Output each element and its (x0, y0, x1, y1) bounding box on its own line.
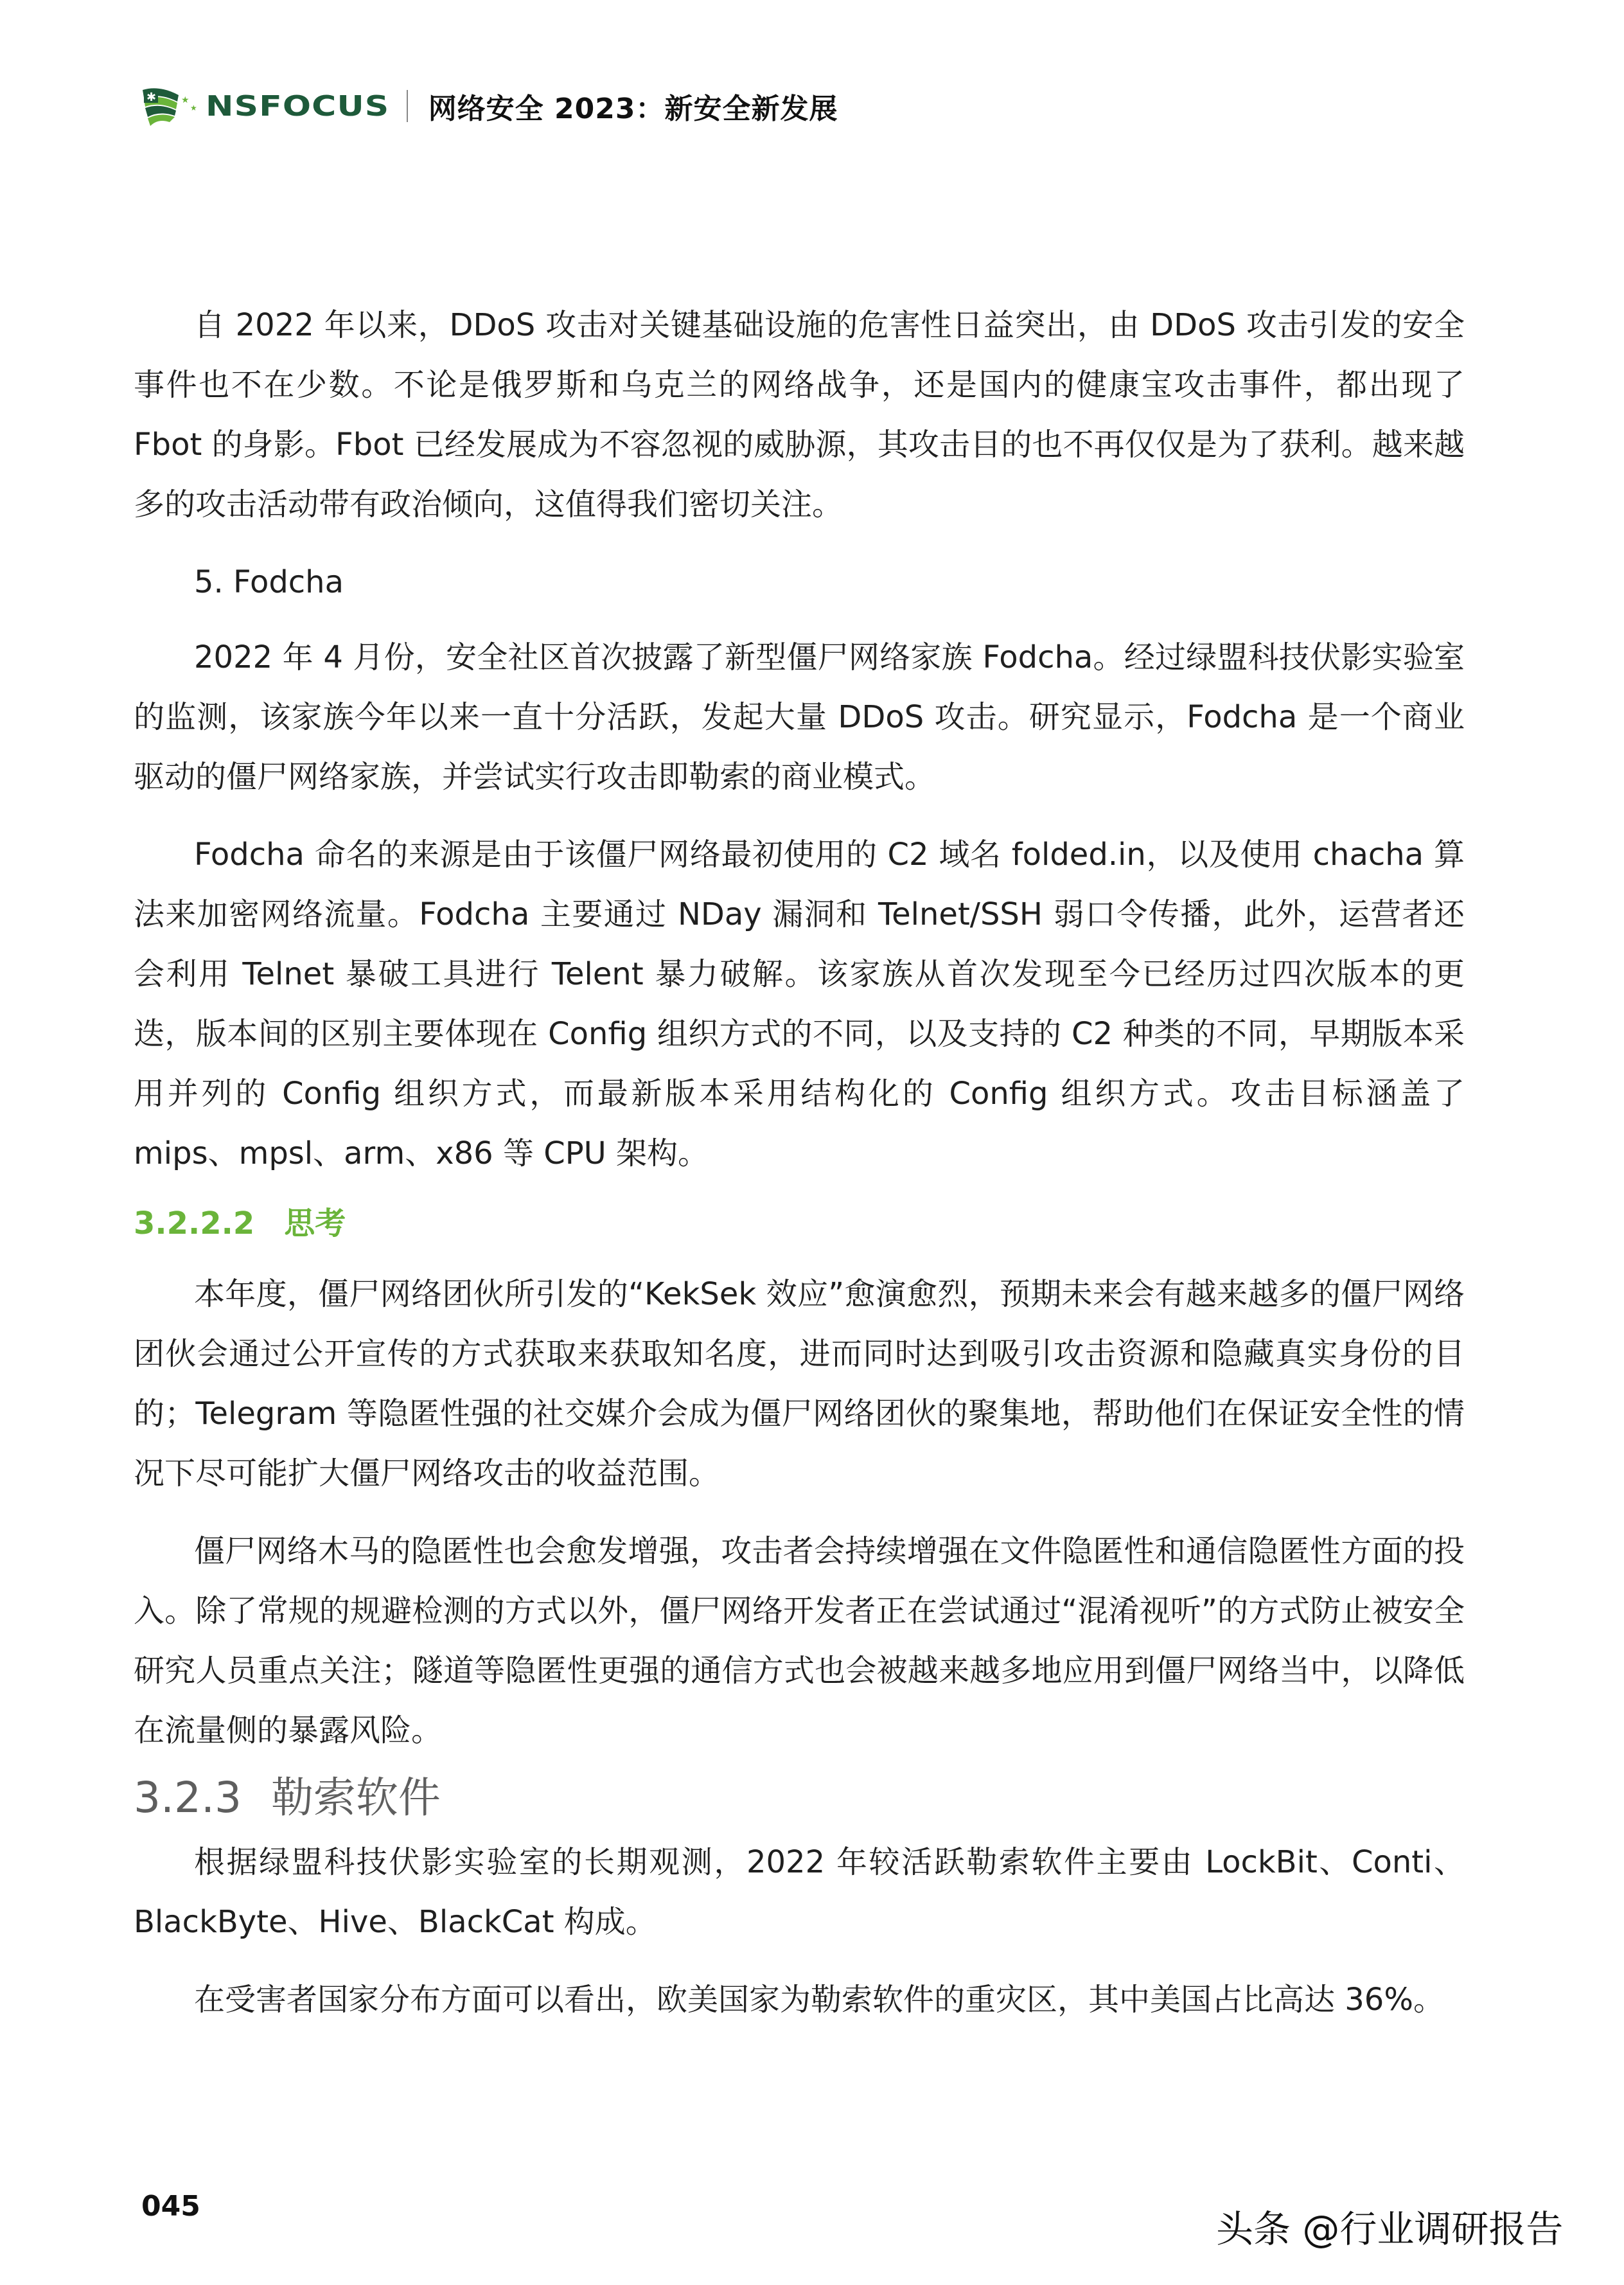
paragraph-fbot-summary: 自 2022 年以来，DDoS 攻击对关键基础设施的危害性日益突出，由 DDoS 攻击引发的安全事件也不在少数。不论是俄罗斯和乌克兰的网络战争，还是国内的健康宝攻击事件，都出现了 Fbot 的身影。Fbot 已经发展成为不容忽视的威胁源，其攻击目的也不再仅仅是为了获利。越来越多的攻击活动带有政治倾向，这值得我们密切关注。 (134, 307, 1465, 522)
paragraph-fodcha-intro: 2022 年 4 月份，安全社区首次披露了新型僵尸网络家族 Fodcha。经过绿盟科技伏影实验室的监测，该家族今年以来一直十分活跃，发起大量 DDoS 攻击。研究显示，Fodcha 是一个商业驱动的僵尸网络家族，并尝试实行攻击即勒索的商业模式。 (134, 639, 1465, 795)
svg-text:★: ★ (181, 95, 190, 105)
paragraph-stealth-trend: 僵尸网络木马的隐匿性也会愈发增强，攻击者会持续增强在文件隐匿性和通信隐匿性方面的投入。除了常规的规避检测的方式以外，僵尸网络开发者正在尝试通过“混淆视听”的方式防止被安全研究人员重点关注；隧道等隐匿性更强的通信方式也会被越来越多地应用到僵尸网络当中，以降低在流量侧的暴露风险。 (134, 1533, 1465, 1748)
paragraph-victim-distribution: 在受害者国家分布方面可以看出，欧美国家为勒索软件的重灾区，其中美国占比高达 36%。 (194, 1982, 1444, 2018)
paragraph-keksek-effect: 本年度，僵尸网络团伙所引发的“KekSek 效应”愈演愈烈，预期未来会有越来越多的僵尸网络团伙会通过公开宣传的方式获取来获取知名度，进而同时达到吸引攻击资源和隐藏真实身份的目的；Telegram 等隐匿性强的社交媒介会成为僵尸网络团伙的聚集地，帮助他们在保证安全性的情况下尽可能扩大僵尸网络攻击的收益范围。 (134, 1276, 1465, 1491)
section-title: 思考 (284, 1205, 346, 1241)
logo-wordmark: NSFOCUS (206, 89, 390, 123)
nsfocus-logo (140, 84, 390, 129)
section-title: 勒索软件 (270, 1773, 441, 1822)
paragraph-fodcha-details: Fodcha 命名的来源是由于该僵尸网络最初使用的 C2 域名 folded.in，以及使用 chacha 算法来加密网络流量。Fodcha 主要通过 NDay 漏洞和 Telnet/SSH 弱口令传播，此外，运营者还会利用 Telnet 暴破工具进行 Telent 暴力破解。该家族从首次发现至今已经历过四次版本的更迭，版本间的区别主要体现在 Config 组织方式的不同，以及支持的 C2 种类的不同，早期版本采用并列的 Config 组织方式，而最新版本采用结构化的 Config 组织方式。攻击目标涵盖了 mips、mpsl、arm、x86 等 CPU 架构。 (134, 837, 1465, 1171)
paragraph-ransomware-families: 根据绿盟科技伏影实验室的长期观测，2022 年较活跃勒索软件主要由 LockBit、Conti、BlackByte、Hive、BlackCat 构成。 (134, 1844, 1465, 1940)
section-number: 3.2.3 (134, 1773, 242, 1822)
document-title: 网络安全 2023：新安全新发展 (428, 93, 838, 125)
page-number: 045 (141, 2190, 200, 2223)
svg-text:★: ★ (190, 103, 197, 112)
item-heading-fodcha: 5. Fodcha (194, 564, 344, 600)
svg-text:✱: ✱ (146, 91, 157, 104)
flag-logo-icon (140, 85, 202, 127)
page-content (134, 296, 1465, 2048)
section-number: 3.2.2.2 (134, 1205, 255, 1241)
source-watermark: 头条 @行业调研报告 (1216, 2207, 1564, 2251)
section-heading-3-2-2-2 (134, 1198, 1465, 1249)
page-header (140, 84, 838, 129)
section-heading-3-2-3 (134, 1766, 1465, 1830)
header-divider (407, 90, 408, 122)
